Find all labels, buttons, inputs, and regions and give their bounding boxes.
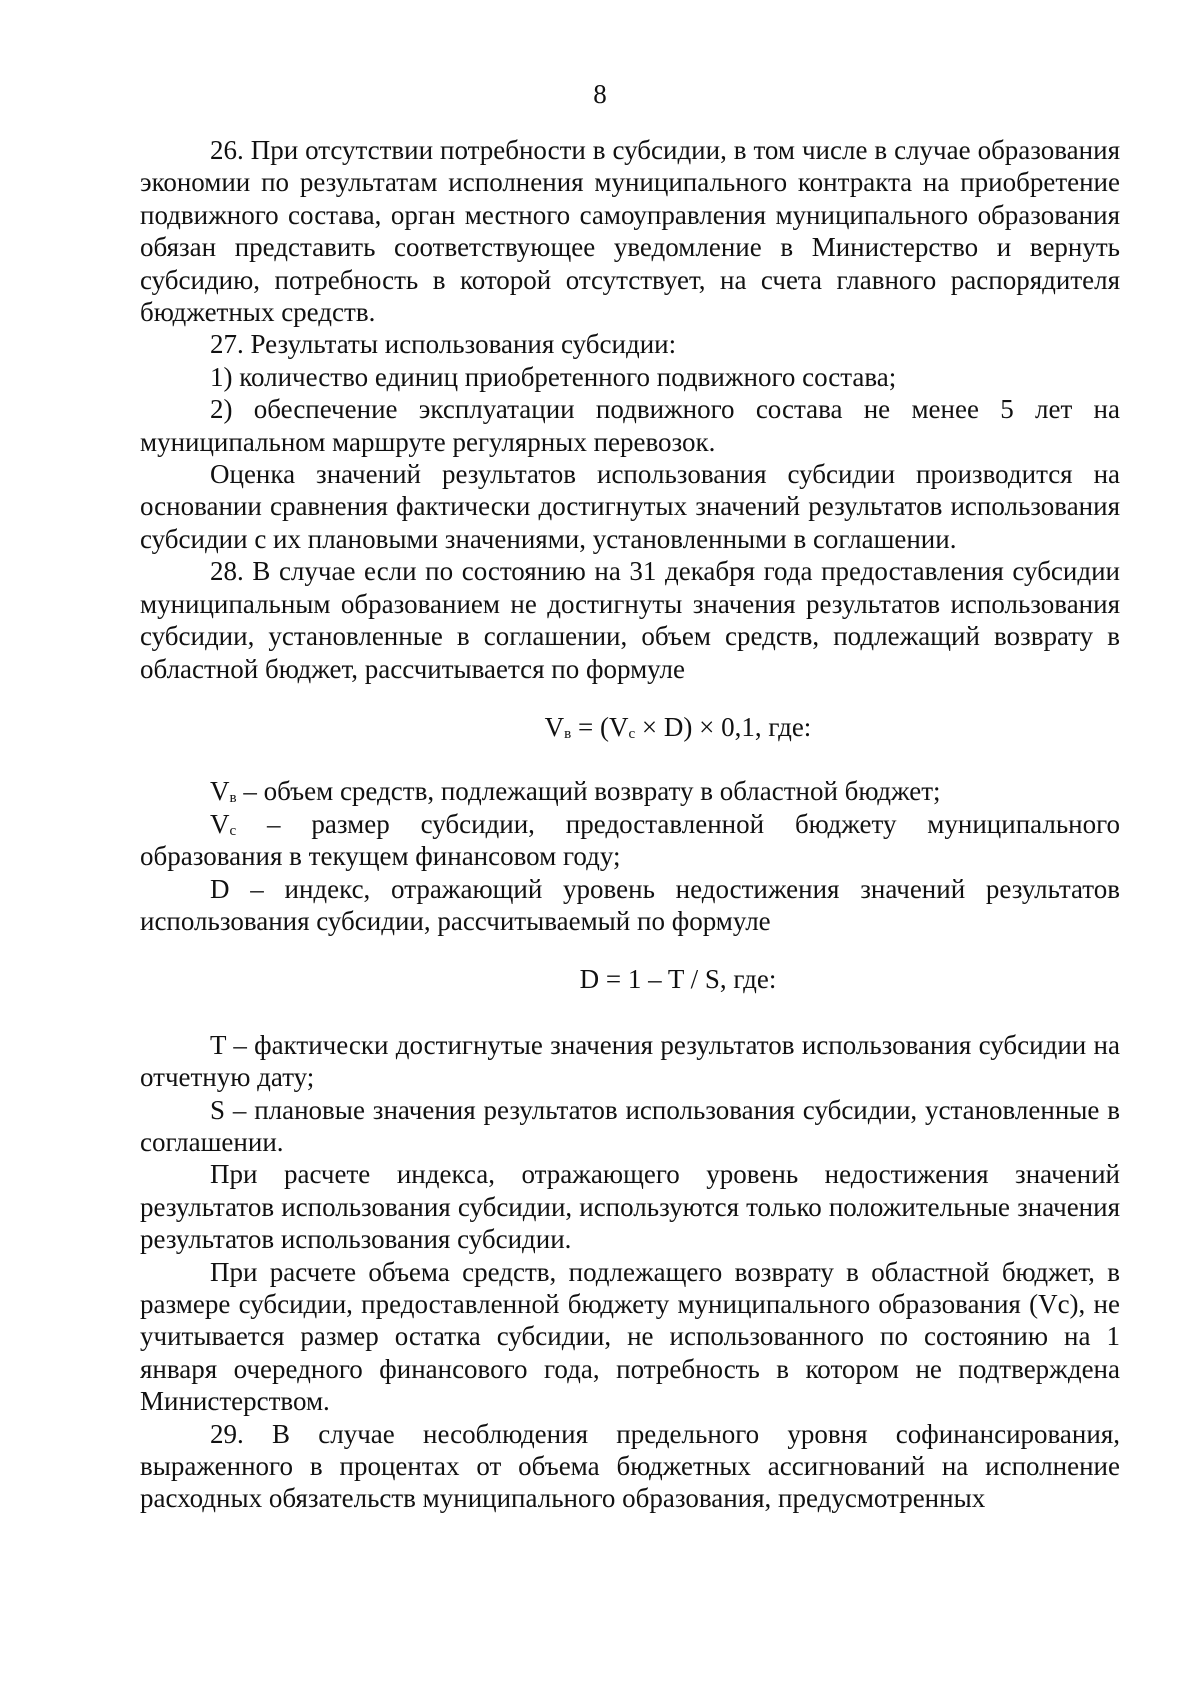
definition-vc [140, 808, 1120, 873]
paragraph-26: 26. При отсутствии потребности в субсидии, в том числе в случае образования экономии по результатам исполнения муниципального контракта на приобретение подвижного состава, орган местного самоуправления муниципального образования обязан представить соответствующее уведомление в Министерство и вернуть субсидию, потребность в которой отсутствует, на счета главного распорядителя бюджетных средств. [140, 135, 1120, 328]
definition-vc-text: – размер субсидии, предоставленной бюджету муниципального образования в текущем финансовом году; [140, 808, 1120, 872]
paragraph-27: 27. Результаты использования субсидии: [210, 329, 677, 360]
formula-return-volume [140, 711, 1120, 743]
definition-vc-subscript: c [229, 822, 237, 839]
formula-vc-subscript: c [628, 725, 636, 742]
definition-vc-symbol: V [210, 808, 230, 839]
formula-eq-open: = (V [571, 711, 629, 742]
definition-vv [140, 775, 1120, 807]
paragraph-index-calculation: При расчете индекса, отражающего уровень недостижения значений результатов использования субсидии, используются только положительные значения результатов использования субсидии. [140, 1159, 1120, 1255]
formula-vv-subscript: в [564, 725, 572, 742]
paragraph-volume-calculation: При расчете объема средств, подлежащего возврату в областной бюджет, в размере субсидии, предоставленной бюджету муниципального образования (Vc), не учитывается размер остатка субсидии, не использованного по состоянию на 1 января очередного финансового года, потребность в котором не подтверждена Министерством. [140, 1256, 1120, 1417]
formula-index: D = 1 – T / S, где: [579, 964, 777, 995]
definition-vv-subscript: в [229, 790, 237, 807]
definition-vv-text: – объем средств, подлежащий возврату в областной бюджет; [236, 776, 941, 807]
definition-vv-symbol: V [210, 776, 230, 807]
paragraph-27-item-1: 1) количество единиц приобретенного подвижного состава; [210, 361, 897, 392]
paragraph-27-item-2: 2) обеспечение эксплуатации подвижного состава не менее 5 лет на муниципальном маршруте регулярных перевозок. [140, 394, 1120, 457]
definition-d: D – индекс, отражающий уровень недостижения значений результатов использования субсидии, рассчитываемый по формуле [140, 873, 1120, 936]
paragraph-29: 29. В случае несоблюдения предельного уровня софинансирования, выраженного в процентах от объема бюджетных ассигнований на исполнение расходных обязательств муниципального образования, предусмотренных [140, 1418, 1120, 1514]
definition-s: S – плановые значения результатов использования субсидии, установленные в соглашении. [140, 1094, 1120, 1157]
paragraph-28: 28. В случае если по состоянию на 31 декабря года предоставления субсидии муниципальным образованием не достигнуты значения результатов использования субсидии, установленные в соглашении, объем средств, подлежащий возврату в областной бюджет, рассчитывается по формуле [140, 556, 1120, 684]
document-body [140, 134, 1120, 1515]
formula-vv-symbol: V [544, 711, 565, 742]
paragraph-27-evaluation: Оценка значений результатов использования субсидии производится на основании сравнения фактически достигнутых значений результатов использования субсидии с их плановыми значениями, установленными в соглашении. [140, 459, 1120, 554]
definition-t: T – фактически достигнутые значения результатов использования субсидии на отчетную дату; [140, 1029, 1120, 1093]
page-number: 8 [593, 79, 607, 109]
formula-rest: × D) × 0,1, где: [635, 711, 812, 742]
